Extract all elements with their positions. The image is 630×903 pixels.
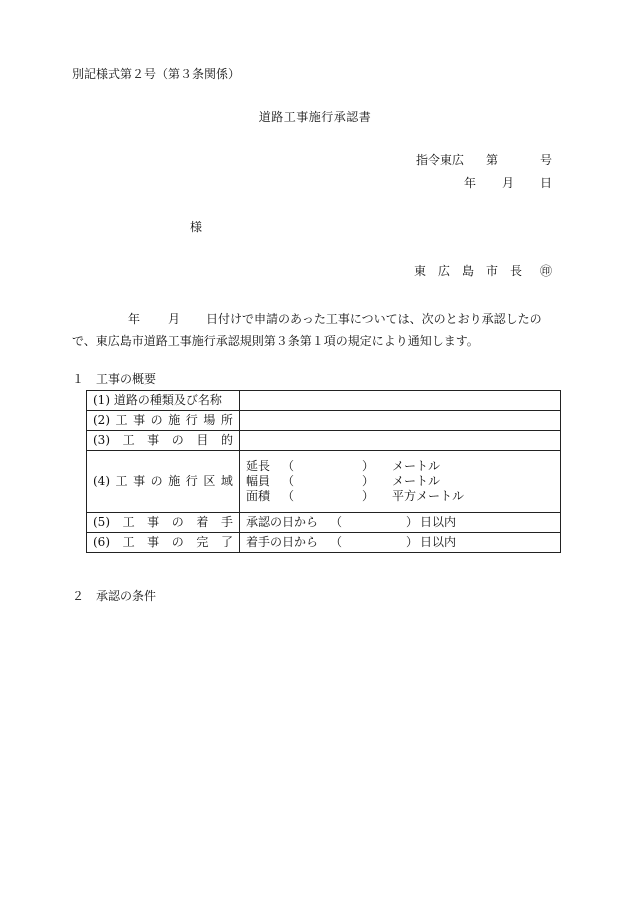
table-row xyxy=(87,391,561,411)
date-year: 年 xyxy=(463,176,476,190)
body-year: 年 xyxy=(128,312,141,326)
label-char: 事 xyxy=(147,515,160,530)
value-end[interactable]: 着手の日から （ ） 日以内 xyxy=(240,533,561,553)
label-char: の xyxy=(150,413,163,428)
value-area xyxy=(240,451,561,513)
label-char: 事 xyxy=(147,433,160,448)
label-char: (5) xyxy=(93,515,110,530)
label-char: 的 xyxy=(220,433,233,448)
table-row xyxy=(87,431,561,451)
date-month: 月 xyxy=(501,176,514,190)
section-title-outline: １ 工事の概要 xyxy=(72,372,157,386)
reference-go: 号 xyxy=(539,153,552,167)
table-row xyxy=(87,513,561,533)
label-char: の xyxy=(171,515,184,530)
value-road-type[interactable] xyxy=(240,391,561,411)
issue-date xyxy=(464,176,552,190)
addressee-honorific: 様 xyxy=(190,220,203,234)
label-char: 区 xyxy=(203,474,216,489)
label-char: 手 xyxy=(220,515,233,530)
value-start[interactable]: 承認の日から （ ） 日以内 xyxy=(240,513,561,533)
reference-prefix: 指令東広 xyxy=(415,153,464,167)
label-char: 工 xyxy=(122,535,135,550)
row-label-road-type: (1) 道路の種類及び名称 xyxy=(87,391,240,411)
label-char: (2) xyxy=(93,413,110,428)
label-char: 事 xyxy=(133,413,146,428)
label-char: 工 xyxy=(122,433,135,448)
label-char: (4) xyxy=(93,474,110,489)
label-char: の xyxy=(171,433,184,448)
label-char: (6) xyxy=(93,535,110,550)
date-day: 日 xyxy=(539,176,552,190)
label-char: の xyxy=(150,474,163,489)
issuer-name: 東 広 島 市 長 xyxy=(413,264,522,278)
area-size[interactable]: 面積 （ ） 平方メートル xyxy=(246,489,465,503)
label-char: 了 xyxy=(220,535,233,550)
label-char: 施 xyxy=(168,474,181,489)
label-char: 域 xyxy=(220,474,233,489)
table-row xyxy=(87,533,561,553)
row-label-end xyxy=(87,533,240,553)
table-row xyxy=(87,411,561,431)
seal-mark: ㊞ xyxy=(539,264,552,278)
body-month: 月 xyxy=(168,312,181,326)
table-row xyxy=(87,451,561,513)
row-label-area xyxy=(87,451,240,513)
label-char: 工 xyxy=(122,515,135,530)
label-char: 着 xyxy=(196,515,209,530)
label-char: 行 xyxy=(185,413,198,428)
label-char: 工 xyxy=(115,413,128,428)
area-length[interactable]: 延長 （ ） メートル xyxy=(246,459,441,473)
value-location[interactable] xyxy=(240,411,561,431)
label-char: の xyxy=(171,535,184,550)
issuer-signature xyxy=(414,264,552,278)
label-char: 行 xyxy=(185,474,198,489)
form-number-label: 別記様式第２号（第３条関係） xyxy=(72,67,241,81)
label-char: 工 xyxy=(115,474,128,489)
notice-body xyxy=(72,308,562,352)
label-char: (3) xyxy=(93,433,110,448)
label-char: 所 xyxy=(220,413,233,428)
label-char: 事 xyxy=(147,535,160,550)
section-title-conditions: ２ 承認の条件 xyxy=(72,589,157,603)
reference-number xyxy=(416,153,552,167)
document-title: 道路工事施行承認書 xyxy=(258,110,372,124)
label-char: 目 xyxy=(196,433,209,448)
row-label-start xyxy=(87,513,240,533)
area-width[interactable]: 幅員 （ ） メートル xyxy=(246,474,441,488)
label-char: 事 xyxy=(133,474,146,489)
label-char: 施 xyxy=(168,413,181,428)
construction-outline-table xyxy=(86,390,561,553)
label-char: 完 xyxy=(196,535,209,550)
row-label-purpose xyxy=(87,431,240,451)
reference-dai: 第 xyxy=(485,153,498,167)
body-text: 日付けで申請のあった工事については、次のとおり承認したので、東広島市道路工事施行承認規則第３条第１項の規定により通知します。 xyxy=(72,312,542,348)
row-label-location xyxy=(87,411,240,431)
value-purpose[interactable] xyxy=(240,431,561,451)
label-char: 場 xyxy=(203,413,216,428)
